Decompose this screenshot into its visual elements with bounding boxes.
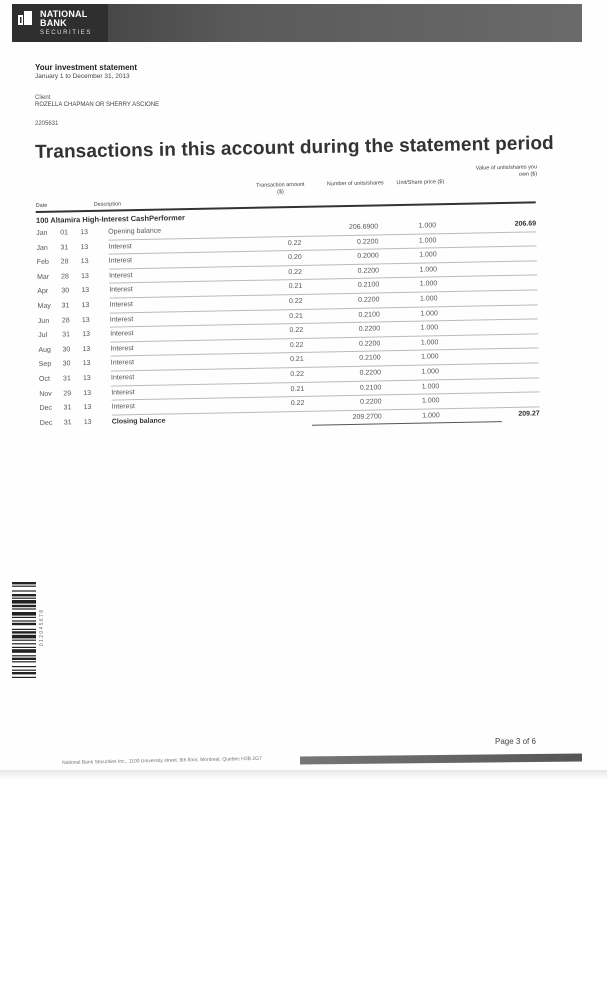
statement-title: Your investment statement: [35, 63, 138, 72]
value-cell: [489, 381, 539, 382]
barcode-bar: [12, 647, 36, 648]
date-day: 28: [60, 273, 69, 281]
account-number: 2205631: [35, 121, 59, 127]
barcode-bar: [12, 590, 36, 591]
value-cell: [487, 264, 537, 265]
date-day: 28: [61, 316, 70, 325]
units-cell: 0.2200: [359, 369, 382, 377]
date-year: 13: [80, 243, 89, 251]
description-cell: Interest: [108, 271, 133, 280]
barcode-bar: [12, 605, 36, 607]
barcode-bar: [12, 643, 36, 644]
column-header-value: Value of units/shares you own ($): [475, 164, 538, 178]
amount-cell: 0.21: [290, 385, 305, 393]
barcode-bar: [12, 672, 36, 674]
date-month: Nov: [39, 390, 52, 398]
footer-address: National Bank Securities Inc., 1100 University street, 9th floor, Montreal, Quebec H3B 2G7: [62, 755, 262, 766]
amount-cell: 0.22: [287, 239, 302, 247]
date-day: 30: [61, 287, 70, 295]
date-month: Dec: [39, 419, 53, 427]
barcode-bar: [12, 677, 36, 678]
units-cell: 0.2200: [358, 340, 381, 348]
description-cell: Interest: [109, 301, 134, 309]
date-day: 01: [60, 229, 69, 237]
date-year: 13: [80, 228, 89, 237]
date-day: 31: [61, 302, 70, 310]
description-cell: Opening balance: [108, 227, 162, 236]
scan-edge-shadow: [0, 770, 607, 780]
barcode-bar: [12, 670, 36, 671]
barcode-bar: [12, 594, 36, 596]
date-day: 31: [60, 243, 69, 252]
date-month: Apr: [37, 288, 49, 296]
date-year: 13: [80, 272, 89, 280]
barcode-bar: [12, 658, 36, 660]
barcode-bar: [12, 655, 36, 656]
units-cell: 0.2100: [358, 311, 380, 319]
units-cell: 0.2200: [358, 296, 380, 304]
units-cell: 0.2100: [359, 354, 381, 363]
units-cell: 209.2700: [352, 413, 382, 421]
client-label: Client: [35, 95, 51, 101]
barcode-bar: [12, 620, 36, 621]
date-day: 29: [63, 389, 72, 398]
bank-logo-icon: [18, 11, 32, 25]
value-cell: [488, 323, 538, 324]
column-header-units: Number of units/shares: [326, 180, 384, 188]
value-cell: 206.69: [514, 220, 537, 228]
barcode-bar: [12, 582, 36, 584]
date-month: Dec: [39, 404, 53, 413]
footer-bar: [300, 754, 582, 765]
logo-text-bank: BANK: [40, 18, 67, 28]
date-year: 13: [82, 345, 91, 353]
price-cell: 1.000: [421, 397, 440, 405]
barcode-bar: [12, 612, 36, 616]
column-header-amount: Transaction amount ($): [256, 181, 305, 196]
date-month: Mar: [36, 273, 50, 281]
price-cell: 1.000: [422, 412, 440, 420]
value-cell: [488, 308, 538, 309]
description-cell: Interest: [111, 403, 135, 411]
date-year: 13: [81, 301, 90, 310]
amount-cell: 0.22: [289, 327, 304, 335]
description-cell: Interest: [109, 286, 133, 294]
logo-text-securities: SECURITIES: [40, 30, 93, 36]
value-cell: [489, 352, 539, 353]
column-header-price: Unit/Share price ($): [396, 179, 445, 187]
units-cell: 0.2200: [358, 325, 381, 334]
price-cell: 1.000: [419, 266, 438, 274]
date-month: Jan: [36, 229, 48, 237]
date-day: 30: [62, 346, 71, 354]
logo-text-national: NATIONAL: [40, 9, 88, 19]
description-cell: Interest: [110, 344, 134, 353]
date-month: Jan: [36, 244, 48, 252]
statement-period: January 1 to December 31, 2013: [35, 73, 130, 80]
column-header-date: Date: [35, 202, 48, 209]
price-cell: 1.000: [421, 368, 440, 376]
value-cell: [489, 366, 539, 367]
units-cell: 0.2200: [356, 238, 379, 246]
price-cell: 1.000: [421, 353, 439, 362]
barcode-number: 0 1 2 0 4 5 6 7 8: [39, 610, 45, 647]
description-cell: Interest: [109, 315, 134, 324]
value-cell: [487, 279, 537, 280]
barcode-bar: [12, 608, 36, 609]
description-cell: Interest: [110, 330, 134, 338]
date-day: 31: [63, 419, 72, 427]
date-month: May: [37, 302, 51, 310]
price-cell: 1.000: [420, 309, 438, 318]
date-month: Sep: [38, 361, 52, 369]
barcode-bar: [12, 623, 36, 625]
barcode-bar: [12, 600, 36, 604]
amount-cell: [255, 415, 305, 416]
description-cell: Interest: [110, 359, 135, 367]
client-name: ROZELLA CHAPMAN OR SHERRY ASCIONE: [35, 102, 160, 108]
value-cell: [487, 293, 537, 294]
description-cell: Interest: [108, 257, 133, 265]
description-cell: Interest: [108, 242, 132, 251]
value-cell: 209.27: [518, 410, 540, 418]
value-cell: [487, 250, 537, 251]
date-year: 13: [83, 418, 92, 426]
date-month: Jul: [38, 331, 48, 340]
barcode-bar: [12, 631, 36, 633]
barcode-bar: [12, 640, 36, 641]
date-month: Feb: [36, 258, 49, 267]
price-cell: 1.000: [421, 382, 440, 391]
price-cell: 1.000: [418, 236, 437, 245]
value-cell: [486, 235, 536, 236]
units-cell: 0.2200: [360, 398, 382, 406]
amount-cell: 0.22: [290, 370, 305, 379]
column-header-description: Description: [93, 201, 122, 208]
amount-cell: 0.21: [289, 312, 303, 320]
date-year: 13: [83, 389, 92, 397]
date-year: 13: [81, 316, 90, 324]
barcode-bar: [12, 617, 36, 618]
amount-cell: 0.22: [288, 268, 303, 276]
barcode-bar: [12, 661, 36, 662]
price-cell: 1.000: [419, 251, 437, 259]
barcode-bar: [12, 635, 36, 639]
barcode-bar: [12, 649, 36, 653]
date-year: 13: [82, 331, 91, 339]
price-cell: 1.000: [419, 280, 438, 289]
date-year: 13: [83, 404, 92, 412]
date-year: 13: [80, 258, 89, 266]
fund-name: 100 Altamira High-Interest CashPerformer: [35, 213, 185, 225]
date-day: 30: [62, 360, 71, 368]
value-cell: [488, 337, 538, 338]
date-month: Oct: [38, 375, 50, 383]
description-cell: Closing balance: [111, 417, 166, 426]
barcode-bar: [12, 666, 36, 667]
section-title: Transactions in this account during the statement period: [35, 132, 554, 163]
amount-cell: 0.22: [289, 341, 304, 349]
date-day: 31: [62, 331, 71, 339]
barcode-bar: [12, 586, 36, 587]
description-cell: Interest: [110, 374, 135, 382]
date-day: 28: [60, 258, 69, 266]
amount-cell: 0.20: [288, 254, 302, 262]
units-cell: 0.2100: [357, 281, 380, 290]
price-cell: 1.000: [419, 295, 438, 303]
date-year: 13: [82, 374, 91, 383]
amount-cell: [251, 225, 301, 226]
amount-cell: 0.22: [288, 297, 303, 306]
amount-cell: 0.21: [290, 356, 304, 364]
units-cell: 0.2200: [357, 267, 380, 275]
price-cell: 1.000: [420, 324, 439, 332]
amount-cell: 0.21: [288, 283, 303, 291]
value-cell: [489, 396, 539, 397]
barcode: [12, 582, 36, 710]
units-cell: 0.2000: [357, 252, 379, 261]
barcode-bar: [12, 598, 36, 599]
units-cell: 206.6900: [348, 223, 379, 231]
date-day: 31: [63, 404, 72, 412]
price-cell: 1.000: [418, 222, 437, 230]
barcode-bar: [12, 629, 36, 630]
date-year: 13: [82, 360, 91, 368]
date-year: 13: [81, 287, 90, 295]
description-cell: Interest: [111, 388, 135, 397]
page-number: Page 3 of 6: [495, 737, 536, 746]
amount-cell: 0.22: [290, 400, 305, 408]
units-cell: 0.2100: [359, 383, 382, 392]
date-month: Aug: [38, 346, 51, 354]
date-month: Jun: [37, 317, 50, 325]
price-cell: 1.000: [420, 339, 439, 347]
transactions-table: [35, 160, 540, 440]
date-day: 31: [62, 375, 71, 383]
